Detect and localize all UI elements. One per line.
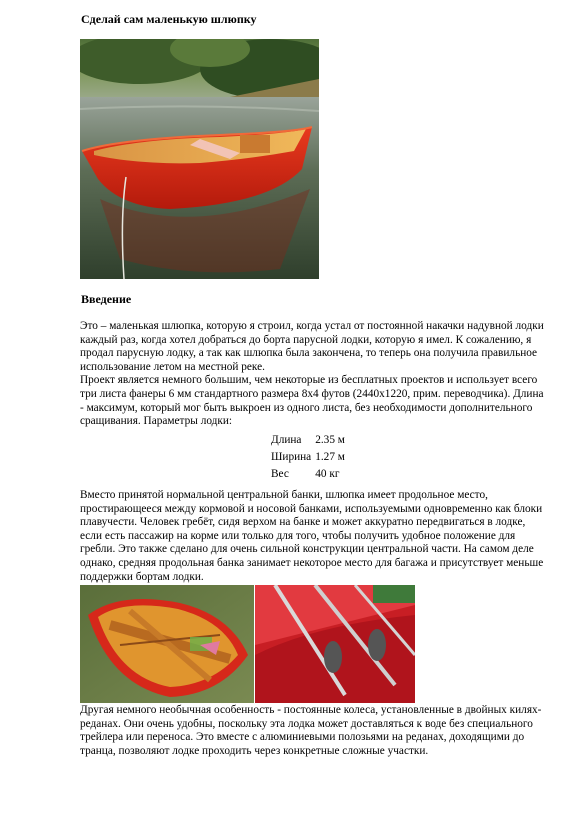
param-label: Длина [271,433,302,446]
paragraph-4: Другая немного необычная особенность - постоянные колеса, установленные в двойных килях-реданах. Они очень удобны, поскольку эта лодка может доставляться к воде без специального трейлера или переноса. Это вместе с алюминиевыми полозьями на реданах, доходящими до транца, позволяют лодке проходить через конкретные сложные участки. [80,704,542,757]
paragraph-1 [80,320,550,429]
param-row-length [269,431,347,448]
param-value: 2.35 м [315,433,345,446]
boat-top-view-photo [80,585,254,703]
document-title: Сделай сам маленькую шлюпку [81,12,257,26]
param-label: Ширина [271,450,312,463]
paragraph-3: Вместо принятой нормальной центральной банки, шлюпка имеет продольное место, простирающееся между кормовой и носовой банками, используемыми одновременно как блоки плавучести. Человек гребёт, сидя верхом на банке и может аккуратно передвигаться в лодке, если есть пассажир на корме или только для того, чтобы получить удобное положение для гребли. Это также сделано для очень сильной конструкции центральной части. На самом деле однако, средняя продольная банка занимает некоторое место для багажа и присутствует меньше поддержки бортам лодки. [80,489,544,583]
param-value: 40 кг [315,467,340,480]
paragraph-1-text: Это – маленькая шлюпка, которую я строил, когда устал от постоянной накачки надувной лодки каждый раз, когда хотел добраться до борта парусной лодки, которую я имел. К сожалению, я продал парусную лодку, а так как шлюпка была закончена, то теперь она получила правильное использование летом на местной реке. [80,320,544,373]
param-label: Вес [271,467,289,480]
keel-skids-closeup-photo [255,585,415,703]
boat-on-river-photo [80,39,319,279]
param-row-width [269,448,347,465]
boat-parameters-table [269,431,347,482]
intro-heading: Введение [81,292,132,306]
paragraph-2-text: Проект является немного большим, чем некоторые из бесплатных проектов и использует всего три листа фанеры 6 мм стандартного размера 8x4 футов (2440х1220, прим. переводчика). Длина - максимум, который мог быть выкроен из одного листа, без необходимости дополнительного сращивания. Параметры лодки: [80,374,544,428]
param-row-weight [269,465,347,482]
param-value: 1.27 м [315,450,345,463]
